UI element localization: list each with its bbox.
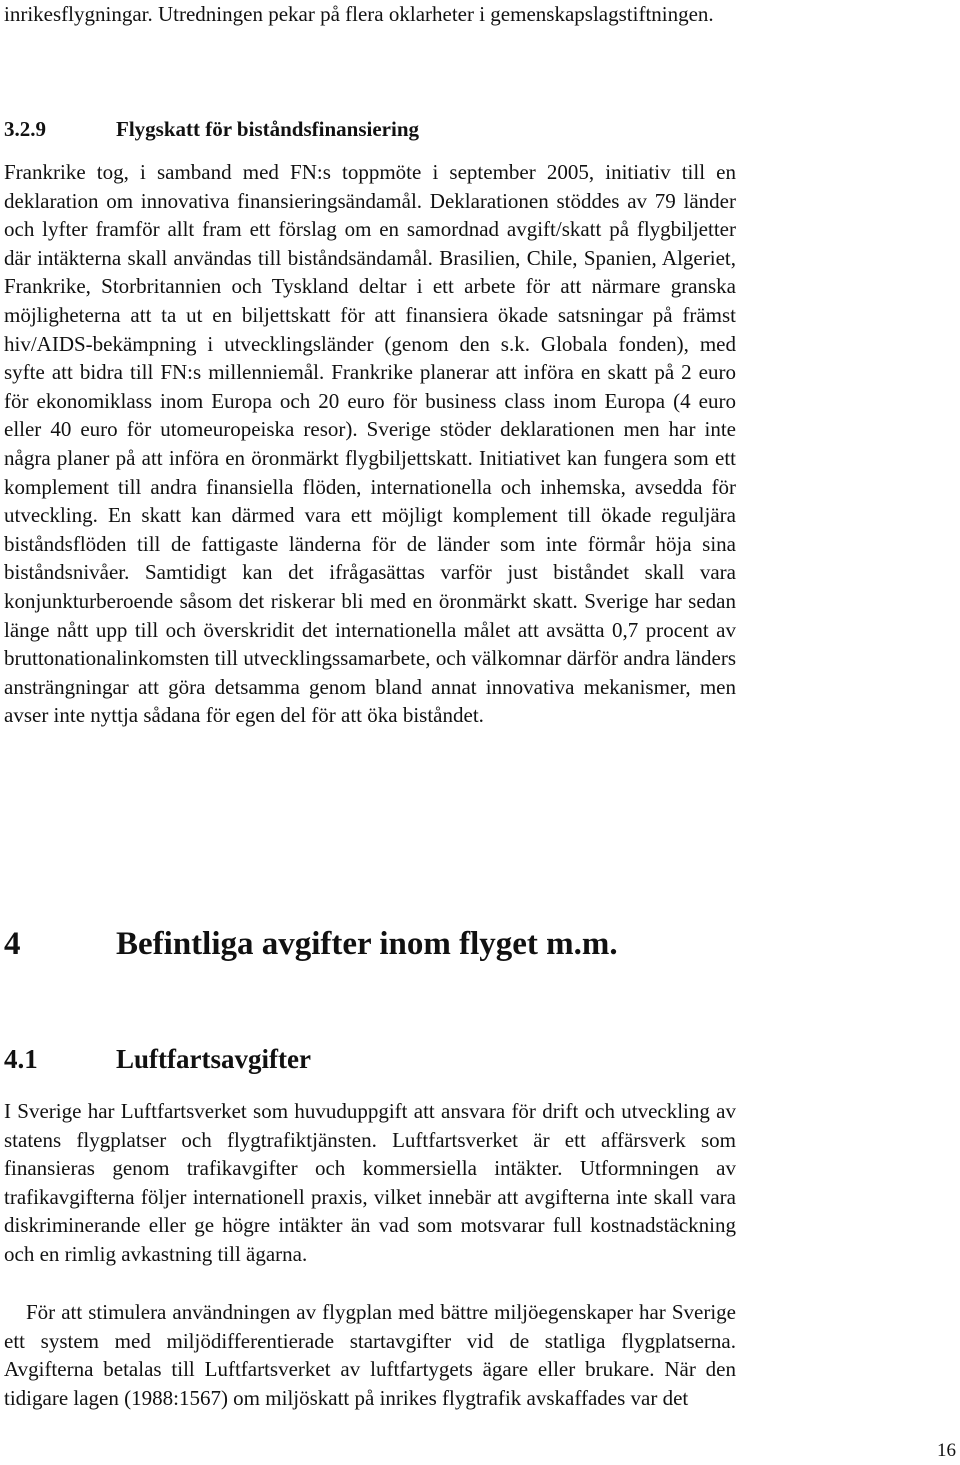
body-paragraph: För att stimulera användningen av flygplan med bättre miljöegenskaper har Sverige ett system med miljödifferentierade startavgifter vid de statliga flygplatserna. Avgifterna betalas till Luftfartsverket av luftfartygets ägare eller brukare. När den tidigare lagen (1988:1567) om miljöskatt på inrikes flygtrafik avskaffades var det — [4, 1300, 736, 1410]
chapter-title: Befintliga avgifter inom flyget m.m. — [116, 926, 618, 962]
section-number: 4.1 — [4, 1044, 38, 1074]
chapter-heading-4 — [4, 922, 618, 966]
section-heading-4-1 — [4, 1041, 311, 1077]
page-number: 16 — [937, 1440, 956, 1461]
section-body-4-1-part2 — [4, 1298, 736, 1412]
section-heading-3-2-9 — [4, 115, 419, 144]
section-body-4-1-part1 — [4, 1097, 736, 1269]
body-paragraph: Frankrike tog, i samband med FN:s toppmöte i september 2005, initiativ till en deklaration om innovativa finansieringsändamål. Deklarationen stöddes av 79 länder och lyfter framför allt fram ett förslag om en samordnad avgift/skatt på flygbiljetter där intäkterna skall användas till biståndsändamål. Brasilien, Chile, Spanien, Algeriet, Frankrike, Storbritannien och Tyskland deltar i ett arbete för att närmare granska möjligheterna att ta ut en biljettskatt för att finansiera ökade satsningar på främst hiv/AIDS-bekämpning i utvecklingsländer (genom den s.k. Globala fonden), med syfte att bidra till FN:s millenniemål. Frankrike planerar att införa en skatt på 2 euro för ekonomiklass inom Europa och 20 euro för business class inom Europa (4 euro eller 40 euro för utomeuropeiska resor). Sverige stöder deklarationen men har inte några planer på att införa en öronmärkt flygbiljettskatt. Initiativet kan fungera som ett komplement till andra finansiella flöden, internationella och inhemska, avsedda för utveckling. En skatt kan därmed vara ett möjligt komplement till ökade reguljära biståndsflöden till de fattigaste länderna för de länder som inte förmår höja sina biståndsnivåer. Samtidigt kan det ifrågasättas varför just biståndet skall vara konjunkturberoende såsom det riskerar bli med en öronmärkt skatt. Sverige har sedan länge nått upp till och överskridit det internationella målet att avsätta 0,7 procent av bruttonationalinkomsten till utvecklingssamarbete, och välkomnar därför andra länders ansträngningar att göra detsamma genom bland annat innovativa mekanismer, men avser inte nyttja sådana för egen del för att öka biståndet. — [4, 160, 736, 728]
section-title: Flygskatt för biståndsfinansiering — [116, 117, 419, 141]
body-paragraph: I Sverige har Luftfartsverket som huvuduppgift att ansvara för drift och utveckling av statens flygplatser och flygtrafiktjänsten. Luftfartsverket är ett affärsverk som finansieras genom trafikavgifter och kommersiella intäkter. Utformningen av trafikavgifterna följer internationell praxis, vilket innebär att avgifterna inte skall vara diskriminerande eller ge högre intäkter än vad som motsvarar full kostnadstäckning och en rimlig avkastning till ägarna. — [4, 1099, 736, 1266]
chapter-number: 4 — [4, 926, 21, 962]
section-number: 3.2.9 — [4, 117, 46, 141]
section-title: Luftfartsavgifter — [116, 1044, 311, 1074]
intro-paragraph: inrikesflygningar. Utredningen pekar på flera oklarheter i gemenskapslagstiftningen. — [4, 2, 714, 26]
section-body-3-2-9 — [4, 158, 736, 730]
